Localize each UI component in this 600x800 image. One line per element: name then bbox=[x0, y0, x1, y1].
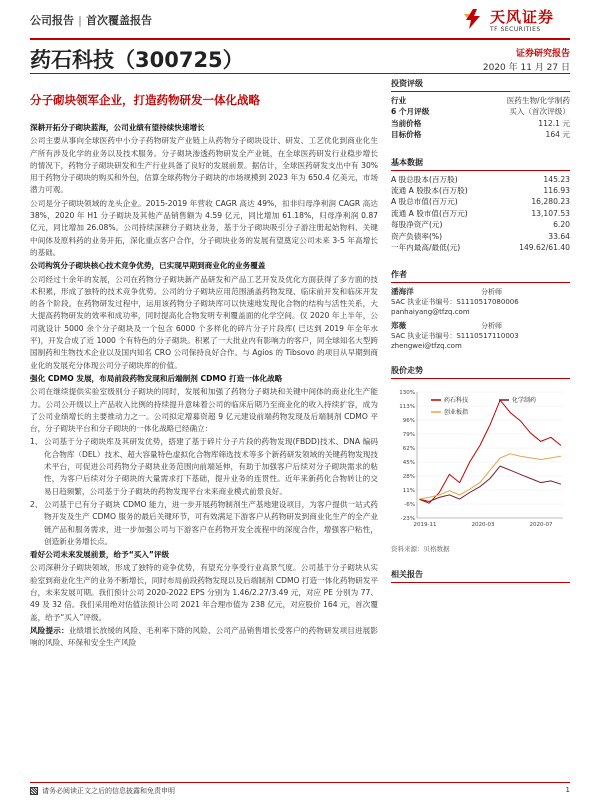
risk-paragraph bbox=[30, 625, 378, 650]
sidebar bbox=[391, 76, 570, 586]
section-heading: 强化 CDMO 发展，布局前段药物发现和后端制剂 CDMO 打造一体化战略 bbox=[30, 373, 283, 383]
basic-key: 流通 A 股市值(百万元) bbox=[391, 208, 468, 218]
item-text: 公司基于已有分子砌块 CDMO 能力，进一步开展药物制剂生产基地建设项目，为客户提供一站式药物开发及生产 CDMO 服务的最后关键环节，可有效满足下游客户从药物研发到商业化生产的全产业链产品和服务需求，进一步加强公司与下游客户在药物开发全流程中的深度合作，增强客户粘性，创造新业务增长点。 bbox=[44, 499, 378, 546]
rating-key: 当前价格 bbox=[391, 118, 422, 128]
basic-row bbox=[391, 174, 570, 185]
y-tick-label: -23% bbox=[400, 516, 415, 523]
rating-row bbox=[391, 95, 570, 106]
rating-row bbox=[391, 129, 570, 140]
numbered-item bbox=[30, 436, 378, 498]
author-role: 分析师 bbox=[481, 288, 502, 297]
item-text: 公司基于分子砌块库及其研发优势，搭建了基于碎片分子片段的药物发现(FBDD)技术、DNA 编码化合物库（DEL）技术、超大容量特色虚拟化合物库筛选技术等多个新药研发领域的关键药物发现技术平台，可促进公司药物分子砌块业务范围向前端延伸，有助于加强客户后续对分子砌块需求的粘性，为客户后续对分子砌块的大量需求打下基础，提升业务的连贯性。近年来新药化合物转让的交易日趋频繁，公司基于分子砌块的药物发现平台未来商业模式前景良好。 bbox=[44, 437, 378, 496]
legend-label: 药石科技 bbox=[444, 397, 469, 405]
author-email[interactable]: panhaiyang@tfzq.com bbox=[391, 308, 470, 317]
y-tick-label: 62% bbox=[402, 446, 415, 453]
report-date: 2020 年 11 月 27 日 bbox=[482, 63, 570, 73]
rating-value: 164 元 bbox=[545, 130, 570, 140]
basic-value: 145.23 bbox=[543, 174, 570, 184]
rating-value: 医药生物/化学制药 bbox=[506, 96, 570, 105]
author-entry bbox=[391, 287, 570, 317]
basic-row bbox=[391, 196, 570, 207]
chart-source: 资料来源：贝格数据 bbox=[391, 545, 450, 554]
basic-key: 资产负债率(%) bbox=[391, 231, 443, 241]
rating-key: 行业 bbox=[391, 96, 407, 105]
y-tick-label: 113% bbox=[399, 404, 415, 411]
series-line-0 bbox=[419, 401, 561, 504]
trend-title: 股价走势 bbox=[391, 363, 570, 379]
section-heading: 公司构筑分子砌块核心技术竞争优势，已实现早期到商业化的业务覆盖 bbox=[30, 261, 266, 271]
basic-row bbox=[391, 219, 570, 230]
author-cert: SAC 执业证书编号：S1110517080006 bbox=[391, 298, 519, 307]
main-body bbox=[30, 122, 378, 650]
report-headline: 分子砌块领军企业，打造药物研发一体化战略 bbox=[30, 93, 260, 107]
disclaimer-text: 请务必阅读正文之后的信息披露和免责申明 bbox=[42, 787, 175, 795]
paragraph: 公司在继续提供实验室级别分子砌块的同时，发展和加强了药物分子砌块和关键中间体的商业化生产能力。公司公开级以上产品收入比例的持续提升意味着公司的临床后期乃至商业化的收入持续扩容，成为了公司业绩增长的主要推动力之一。公司拟定增募资超 9 亿元建设前端药物发现及后端制剂 CDMO 平台，分子砌块平台和分子砌块的一体化战略已经确立： bbox=[30, 387, 378, 434]
item-number: 2、 bbox=[30, 499, 43, 509]
basic-value: 16,280.23 bbox=[531, 197, 570, 207]
basic-key: A 股总股本(百万股) bbox=[391, 174, 458, 184]
basic-key: A 股总市值(百万元) bbox=[391, 197, 458, 207]
risk-label: 风险提示： bbox=[30, 625, 69, 635]
report-category bbox=[30, 12, 152, 28]
author-role: 分析师 bbox=[481, 322, 502, 331]
footer-divider bbox=[30, 782, 570, 783]
rating-row bbox=[391, 118, 570, 129]
brand-logo bbox=[460, 4, 570, 40]
y-tick-label: 11% bbox=[402, 488, 415, 495]
basic-key: 流通 A 股股本(百万股) bbox=[391, 186, 468, 196]
section-heading: 看好公司未来发展前景，给予“买入”评级 bbox=[30, 550, 170, 560]
basic-row bbox=[391, 208, 570, 219]
rating-value: 买入（首次评级） bbox=[509, 107, 570, 117]
qr-code-icon bbox=[30, 787, 38, 795]
y-tick-label: 96% bbox=[402, 418, 415, 425]
company-title: 药石科技（300725） bbox=[30, 48, 244, 72]
author-name: 郑薇 bbox=[391, 321, 407, 331]
rating-row bbox=[391, 106, 570, 117]
brand-mark-icon bbox=[460, 6, 486, 32]
y-tick-label: 45% bbox=[402, 460, 415, 467]
y-tick-label: 79% bbox=[402, 432, 415, 439]
section-heading: 深耕开拓分子砌块蓝海，公司业绩有望持续快速增长 bbox=[30, 123, 205, 132]
author-name: 潘海洋 bbox=[391, 287, 414, 297]
report-label: 公司报告 bbox=[30, 14, 74, 27]
rating-list bbox=[391, 95, 570, 141]
basic-value: 149.62/61.40 bbox=[519, 243, 570, 253]
y-tick-label: 130% bbox=[399, 390, 415, 397]
paragraph: 公司深耕分子砌块领域，形成了独特的竞争优势，有望充分享受行业高景气度。公司基于分子砌块从实验室到商业化生产的业务不断增长，同时布局前段药物发现以及后端制剂 CDMO 打造一体化药物研发平台，未来发展可期。我们预计公司 2020-2022 EPS 分别为 1.46/2.27/3.49 元，对应 PE 分别为 77、49 及 32 倍。我们采用绝对估值法预计公司 2021 年合理市值为 238 亿元，对应股价 164 元，首次覆盖，给予“买入”评级。 bbox=[30, 563, 378, 622]
basic-value: 13,107.53 bbox=[531, 208, 570, 218]
rating-key: 目标价格 bbox=[391, 130, 422, 140]
paragraph: 公司主要从事向全球医药中小分子药物研发产业链上从药物分子砌块设计、研发、工艺优化到商业化生产所有涉及化学的业务以及技术服务。分子砌块渗透药物研发全产业链，在全球医药研发行业稳步增长的情况下，药物分子砌块研发和生产行业具备了良好的发展前景。据估计，全球医药研发支出中有 30%用于药物分子砌块的购买和外包，估算全球药物分子砌块的市场规模到 2023 年为 650.4 亿美元，市场潜力可观。 bbox=[30, 136, 378, 195]
title-divider bbox=[30, 73, 570, 74]
numbered-item bbox=[30, 499, 378, 549]
legend-label: 创业板指 bbox=[444, 409, 469, 417]
x-tick-label: 2019-11 bbox=[413, 522, 437, 529]
rating-key: 6 个月评级 bbox=[391, 107, 430, 117]
basic-value: 116.93 bbox=[543, 186, 570, 196]
rating-value: 112.1 元 bbox=[538, 118, 570, 128]
separator: | bbox=[78, 14, 83, 27]
basic-row bbox=[391, 231, 570, 242]
rating-title: 投资评级 bbox=[391, 76, 570, 92]
basic-data-list bbox=[391, 174, 570, 254]
basic-key: 一年内最高/最低(元) bbox=[391, 243, 461, 253]
y-tick-label: -6% bbox=[404, 502, 415, 509]
brand-name: 天风证券 bbox=[490, 8, 555, 26]
author-title: 作者 bbox=[391, 267, 570, 283]
author-email[interactable]: zhengwei@tfzq.com bbox=[391, 342, 462, 351]
x-tick-label: 2020-07 bbox=[529, 522, 553, 529]
series-line-1 bbox=[419, 467, 561, 502]
basic-value: 6.20 bbox=[553, 220, 570, 230]
basic-row bbox=[391, 185, 570, 196]
page-number: 1 bbox=[565, 786, 570, 794]
basic-value: 33.64 bbox=[548, 231, 570, 241]
item-number: 1、 bbox=[30, 437, 43, 447]
y-tick-label: 28% bbox=[402, 474, 415, 481]
price-trend-chart bbox=[391, 382, 570, 542]
basic-data-title: 基本数据 bbox=[391, 155, 570, 171]
related-title: 相关报告 bbox=[391, 567, 570, 583]
risk-text: 业绩增长放缓的风险、毛利率下降的风险、公司产品销售增长受客户的药物研发项目进展影响的风险、环保和安全生产风险 bbox=[30, 625, 379, 648]
legend-label: 化学制药 bbox=[512, 397, 537, 405]
brand-name-en: TF SECURITIES bbox=[490, 26, 541, 33]
top-divider bbox=[30, 38, 570, 40]
author-entry bbox=[391, 321, 570, 351]
chart-svg bbox=[391, 382, 570, 542]
footer-disclaimer bbox=[30, 786, 175, 796]
x-tick-label: 2020-03 bbox=[471, 522, 495, 529]
basic-key: 每股净资产(元) bbox=[391, 220, 443, 230]
series-line-2 bbox=[419, 454, 561, 499]
report-type: 证券研究报告 bbox=[515, 49, 570, 59]
paragraph: 公司是分子砌块领域的龙头企业。2015-2019 年营收 CAGR 高达 49%，扣非归母净利润 CAGR 高达 38%，2020 年 H1 分子砌块及其他产品销售额为 4.59 亿元，同比增加 61.18%，归母净利润 0.87 亿元，同比增加 26.08%。公司持续深耕分子砌块业务，基于分子砌块吸引分子游注册起始物料、关键中间体及原料药的业务开拓，深化重点客户合作，分子砌块业务的发展有望奠定公司未来 3-5 年高增长的基础。 bbox=[30, 198, 378, 257]
paragraph: 公司经过十余年的发展，公司在药物分子砌块新产品研发和产品工艺开发及优化方面获得了多方面的技术积累，形成了独特的技术竞争优势。公司的分子砌块应用范围涵盖药物发现、临床前开发和临床开发的各个阶段。在药物研发过程中，运用该药物分子砌块库可以快速地发现化合物的结构与活性关系，大大提高药物研发的效率和成功率，同时提高化合物发明专利覆盖面的化学空间。仅 2020 年上半年，公司就设计 5000 余个分子砌块及一个包含 6000 个多样化的碎片分子片段库( 已达到 2019 年全年水平)，开发合成了近 1000 个有特色的分子砌块。积累了一大批业内有影响力的客户，同全球知名大型跨国制药和生物技术企业以及国内知名 CRO 公司保持良好合作。与 Agios 的 Tibsovo 的项目从早期到商业化的发展充分体现公司分子砌块库的价值。 bbox=[30, 274, 378, 370]
author-cert: SAC 执业证书编号：S1110517110003 bbox=[391, 332, 519, 341]
section-label: 首次覆盖报告 bbox=[86, 14, 153, 27]
basic-row bbox=[391, 242, 570, 253]
